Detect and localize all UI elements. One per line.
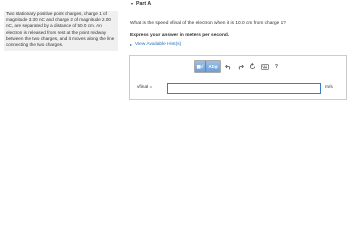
- greek-glyph: AΣφ: [208, 64, 218, 69]
- chevron-down-icon: [131, 3, 133, 5]
- hint-link-label: View Available Hint(s): [135, 42, 182, 47]
- undo-icon: [225, 63, 232, 70]
- redo-icon: [237, 63, 244, 70]
- answer-instruction: Express your answer in meters per second.: [130, 33, 230, 38]
- answer-variable-label: vfinal =: [137, 85, 153, 90]
- part-a-header[interactable]: [130, 0, 350, 8]
- question-text: What is the speed vfinal of the electron when it is 10.0 cm from charge 1?: [130, 21, 286, 26]
- part-label: Part A: [136, 1, 152, 7]
- reset-icon: [249, 63, 256, 70]
- redo-button[interactable]: [236, 61, 245, 72]
- keyboard-button[interactable]: [260, 61, 269, 72]
- answer-unit: m/s: [325, 85, 333, 90]
- reset-button[interactable]: [248, 61, 257, 72]
- problem-statement: [4, 11, 118, 51]
- templates-glyph: ▦√: [196, 63, 204, 69]
- page: [0, 0, 350, 105]
- answer-panel: [129, 55, 347, 100]
- undo-button[interactable]: [224, 61, 233, 72]
- problem-text: Two stationary positive point charges, charge 1 of magnitude 3.30 nC and charge 2 of magnitude 2.00 nC, are separated by a distance of 50.0 cm. An electron is released from rest at the point midway between the two charges, and it moves along the line connecting the two charges.: [6, 11, 115, 48]
- templates-button[interactable]: [195, 61, 206, 72]
- answer-input[interactable]: [167, 83, 321, 94]
- help-icon: ?: [274, 63, 279, 70]
- chevron-right-icon: [130, 44, 132, 46]
- answer-row: [130, 83, 346, 94]
- greek-symbols-button[interactable]: [206, 61, 220, 72]
- view-hints-link[interactable]: [130, 42, 181, 47]
- math-toolbar: [194, 61, 281, 72]
- help-button[interactable]: [272, 61, 281, 72]
- keyboard-icon: [261, 64, 269, 70]
- template-button-group: [194, 60, 221, 73]
